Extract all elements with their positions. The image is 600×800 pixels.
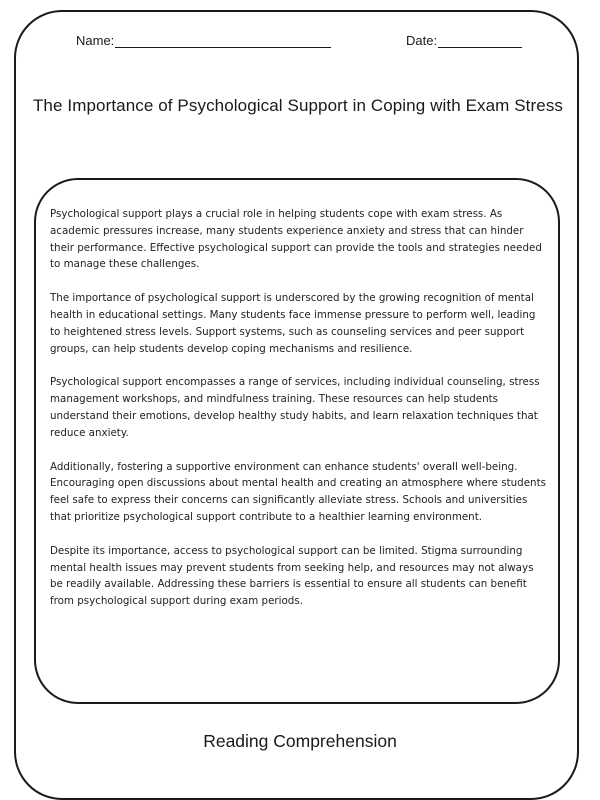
date-field[interactable]: [406, 33, 522, 48]
student-info-row: [76, 33, 536, 55]
page-title: The Importance of Psychological Support in Coping with Exam Stress: [32, 96, 564, 115]
passage-paragraph-3: Psychological support encompasses a range of services, including individual counseling, stress management workshops, and mindfulness training. These resources can help students understand their emotions, develop healthy study habits, and learn relaxation techniques that reduce anxiety.: [50, 376, 540, 439]
date-blank-line[interactable]: [438, 34, 522, 48]
passage-paragraph-2: The importance of psychological support is underscored by the growing recognition of mental health in educational settings. Many students face immense pressure to perform well, leading to heightened stress levels. Support systems, such as counseling services and peer support groups, can help students develop coping mechanisms and resilience.: [50, 292, 536, 355]
name-label: Name:: [76, 33, 115, 48]
date-label: Date:: [406, 33, 438, 48]
name-blank-line[interactable]: [115, 34, 331, 48]
reading-passage-box: [34, 178, 560, 704]
passage-paragraph-1: Psychological support plays a crucial role in helping students cope with exam stress. As academic pressures increase, many students experience anxiety and stress that can hinder their performance. Effective psychological support can provide the tools and strategies needed to manage these challenges.: [50, 208, 542, 271]
passage-paragraph-4: Additionally, fostering a supportive environment can enhance students' overall well-being. Encouraging open discussions about mental health and creating an atmosphere where students feel safe to express their concerns can significantly alleviate stress. Schools and universities that prioritize psychological support contribute to a healthier learning environment.: [50, 460, 546, 523]
footer-label: Reading Comprehension: [203, 731, 397, 751]
passage-paragraph-5: Despite its importance, access to psychological support can be limited. Stigma surrounding mental health issues may prevent students from seeking help, and resources may not always be readily available. Addressing these barriers is essential to ensure all students can benefit from psychological support during exam periods.: [50, 544, 534, 608]
name-field[interactable]: [76, 33, 331, 48]
